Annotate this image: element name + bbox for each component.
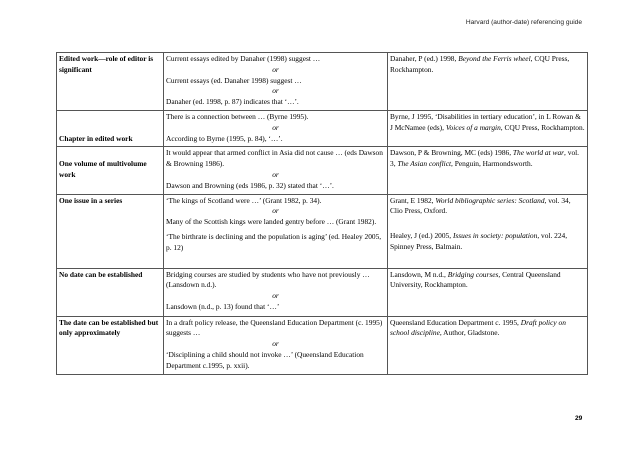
example-cell (164, 194, 388, 268)
type-cell: No date can be established (57, 268, 164, 316)
example-text: Bridging courses are studied by students who have not previously … (Lansdown n.d.). (166, 269, 370, 290)
example-text: ‘The kings of Scotland were …’ (Grant 1982, p. 34). (166, 195, 322, 205)
example-cell (164, 110, 388, 146)
example-text: ‘The birthrate is declining and the population is aging’ (ed. Healey 2005, p. 12) (166, 231, 382, 252)
example-cell (164, 268, 388, 316)
reference-title: Issues in society: population (452, 231, 538, 241)
table-row (57, 110, 588, 146)
or-text: or (272, 64, 279, 74)
or-text: or (272, 291, 279, 301)
reference-entry (390, 231, 585, 253)
example-text: Current essays edited by Danaher (1998) suggest … (166, 54, 321, 63)
example-cell (164, 147, 388, 194)
type-cell: One issue in a series (57, 194, 164, 268)
reference-title: The world at war (512, 148, 565, 158)
reference-text: , CQU Press, Rockhampton. (390, 54, 570, 74)
reference-cell (388, 110, 588, 146)
or-text: or (272, 122, 279, 132)
reference-text: Queensland Education Department c. 1995, (390, 317, 521, 327)
page-header: Harvard (author-date) referencing guide (465, 19, 582, 26)
example-text: There is a connection between … (Byrne 1995). (166, 111, 309, 121)
reference-text: , Author, Gladstone. (439, 328, 500, 338)
page-number: 29 (575, 415, 583, 422)
reference-cell (388, 268, 588, 316)
reference-cell (388, 316, 588, 374)
reference-title: The Asian conflict (397, 159, 452, 169)
or-text: or (272, 206, 279, 216)
table-row (57, 316, 588, 374)
type-cell: Chapter in edited work (57, 110, 164, 146)
reference-text: Lansdown, M n.d., (390, 269, 448, 279)
table-row (57, 194, 588, 268)
example-text: According to Byrne (1995, p. 84), ‘…’. (166, 133, 283, 143)
reference-text: , Central Queensland University, Rockhampton. (390, 269, 561, 290)
example-cell (164, 53, 388, 111)
table-row (57, 268, 588, 316)
example-text: Danaher (ed. 1998, p. 87) indicates that ‘…’. (166, 97, 299, 107)
reference-title: Beyond the Ferris wheel (458, 54, 531, 63)
type-cell: One volume of multivolume work (57, 147, 164, 194)
reference-title: Draft policy on school discipline (390, 317, 566, 338)
example-cell (164, 316, 388, 374)
reference-cell (388, 147, 588, 194)
type-cell: Edited work—role of editor is significant (57, 53, 164, 111)
reference-text: Danaher, P (ed.) 1998, (390, 54, 459, 63)
reference-title: World bibliographic series: Scotland (435, 195, 545, 205)
table-row (57, 53, 588, 111)
reference-text: , vol. 224, Spinney Press, Balmain. (390, 231, 568, 251)
example-text: Current essays (ed. Danaher 1998) suggest … (166, 75, 302, 85)
example-text: ‘Disciplining a child should not invoke …’ (Queensland Education Department c.1995, p. xxii). (166, 349, 364, 370)
reference-text: Byrne, J 1995, ‘Disabilities in tertiary education’, in L Rowan & J McNamee (eds), (390, 111, 581, 132)
reference-title: Voices of a margin (445, 122, 501, 132)
table-row (57, 147, 588, 194)
reference-text: Grant, E 1982, (390, 195, 436, 205)
reference-cell (388, 53, 588, 111)
or-text: or (272, 339, 279, 349)
example-text: Dawson and Browning (eds 1986, p. 32) stated that ‘…’. (166, 180, 334, 190)
type-cell: The date can be established but only approximately (57, 316, 164, 374)
reference-entry (390, 196, 585, 218)
reference-text: , Penguin, Harmondsworth. (451, 159, 533, 169)
example-text: It would appear that armed conflict in Asia did not cause … (eds Dawson & Browning 1986). (166, 148, 383, 169)
reference-text: , vol. 34, Clio Press, Oxford. (390, 195, 571, 216)
reference-text: , CQU Press, Rockhampton. (500, 122, 585, 132)
reference-text: Dawson, P & Browning, MC (eds) 1986, (390, 148, 513, 158)
example-text: Lansdown (n.d., p. 13) found that ‘…’ (166, 301, 280, 311)
reference-cell (388, 194, 588, 268)
or-text: or (272, 169, 279, 179)
example-text: Many of the Scottish kings were landed gentry before … (Grant 1982). (166, 217, 377, 227)
referencing-table (56, 52, 588, 375)
or-text: or (272, 86, 279, 96)
reference-title: Bridging courses (447, 269, 499, 279)
spacer (390, 217, 585, 231)
reference-text: , vol. 3, (390, 148, 580, 169)
example-text: In a draft policy release, the Queensland Education Department (c. 1995) suggests … (166, 317, 383, 338)
reference-text: Healey, J (ed.) 2005, (390, 231, 453, 241)
